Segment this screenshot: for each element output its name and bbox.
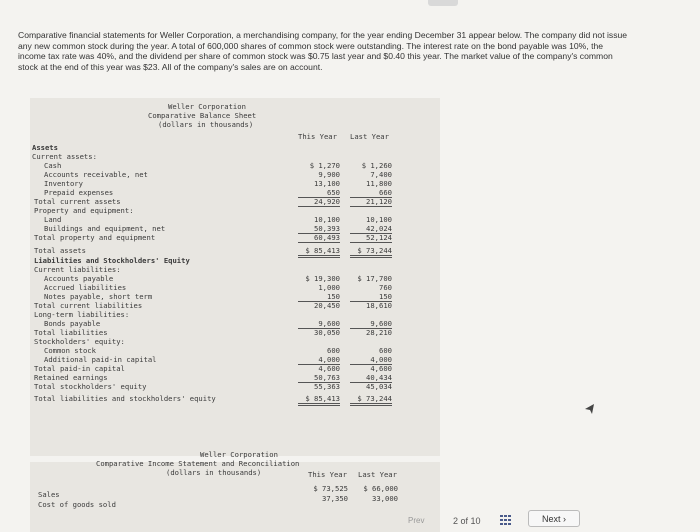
bs-col-last: Last Year bbox=[350, 132, 389, 141]
bs-row-label: Inventory bbox=[44, 179, 83, 188]
bs-row-label: Total stockholders' equity bbox=[34, 382, 147, 391]
bs-this-year-value: 1,000 bbox=[318, 283, 340, 292]
chevron-right-icon: › bbox=[563, 514, 567, 524]
bs-this-year-value: 9,900 bbox=[318, 170, 340, 179]
bs-this-year-value: 20,450 bbox=[314, 301, 340, 310]
bs-this-year-value: 150 bbox=[298, 292, 340, 302]
bs-row-label: Prepaid expenses bbox=[44, 188, 114, 197]
mouse-cursor-icon bbox=[584, 402, 596, 416]
bs-row-label: Total paid-in capital bbox=[34, 364, 125, 373]
bs-this-year-value: $ 19,300 bbox=[305, 274, 340, 283]
is-units: (dollars in thousands) bbox=[166, 468, 262, 477]
bs-company: Weller Corporation bbox=[168, 102, 246, 111]
next-button[interactable] bbox=[528, 510, 580, 527]
bs-row-label: Cash bbox=[44, 161, 62, 170]
is-last-year-value: 33,000 bbox=[372, 494, 398, 503]
bs-last-year-value: 4,600 bbox=[370, 364, 392, 373]
bs-last-year-value: 10,100 bbox=[366, 215, 392, 224]
bs-this-year-value: 650 bbox=[298, 188, 340, 198]
bs-row-label: Long-term liabilities: bbox=[34, 310, 130, 319]
bs-this-year-value: 30,050 bbox=[314, 328, 340, 337]
is-col-this: This Year bbox=[308, 470, 347, 479]
top-bar bbox=[0, 0, 700, 14]
problem-intro: Comparative financial statements for Weller Corporation, a merchandising company, for the year ending December 31 appear below. The company did not issue any new common stock during the year. A total of 600,000 shares of common stock were outstanding. The interest rate on the bond payable was 10%, the income tax rate was 40%, and the dividend per share of common stock was $0.75 last year and $0.40 this year. The market value of the company's common stock at the end of this year was $23. All of the company's sales are on account. bbox=[18, 30, 628, 72]
bs-col-this: This Year bbox=[298, 132, 337, 141]
bs-last-year-value: $ 1,260 bbox=[361, 161, 392, 170]
bs-this-year-value: 4,600 bbox=[318, 364, 340, 373]
bs-row-label: Total current assets bbox=[34, 197, 121, 206]
assets-header: Assets bbox=[32, 143, 58, 152]
bs-row-label: Retained earnings bbox=[34, 373, 108, 382]
bs-row-label: Total assets bbox=[34, 246, 86, 255]
bs-last-year-value: $ 73,244 bbox=[350, 394, 392, 406]
bs-last-year-value: 7,400 bbox=[370, 170, 392, 179]
bs-this-year-value: 60,493 bbox=[298, 233, 340, 243]
bs-row-label: Common stock bbox=[44, 346, 96, 355]
bs-this-year-value: 50,763 bbox=[298, 373, 340, 383]
bs-row-label: Additional paid-in capital bbox=[44, 355, 157, 364]
is-row-label: Sales bbox=[38, 490, 60, 499]
bs-row-label: Accounts receivable, net bbox=[44, 170, 148, 179]
is-this-year-value: 37,350 bbox=[322, 494, 348, 503]
bs-row-label: Land bbox=[44, 215, 62, 224]
bs-row-label: Liabilities and Stockholders' Equity bbox=[34, 256, 190, 265]
bs-last-year-value: 150 bbox=[350, 292, 392, 302]
bs-last-year-value: 28,210 bbox=[366, 328, 392, 337]
bs-row-label: Total liabilities bbox=[34, 328, 108, 337]
bs-last-year-value: 9,600 bbox=[350, 319, 392, 329]
is-company: Weller Corporation bbox=[200, 450, 278, 459]
bs-title: Comparative Balance Sheet bbox=[148, 111, 257, 120]
bs-this-year-value: 55,363 bbox=[314, 382, 340, 391]
is-last-year-value: $ 66,000 bbox=[363, 484, 398, 493]
is-title: Comparative Income Statement and Reconciliation bbox=[96, 459, 300, 468]
bs-this-year-value: 24,920 bbox=[298, 197, 340, 207]
bs-this-year-value: 10,100 bbox=[314, 215, 340, 224]
bs-last-year-value: 21,120 bbox=[350, 197, 392, 207]
income-statement bbox=[30, 450, 440, 532]
bs-last-year-value: $ 17,700 bbox=[357, 274, 392, 283]
is-row-label: Cost of goods sold bbox=[38, 500, 116, 509]
bs-this-year-value: $ 85,413 bbox=[298, 246, 340, 258]
bs-last-year-value: 660 bbox=[350, 188, 392, 198]
bs-this-year-value: 9,600 bbox=[298, 319, 340, 329]
is-this-year-value: $ 73,525 bbox=[313, 484, 348, 493]
bs-last-year-value: $ 73,244 bbox=[350, 246, 392, 258]
bs-units: (dollars in thousands) bbox=[158, 120, 254, 129]
bs-row-label: Stockholders' equity: bbox=[34, 337, 125, 346]
bs-this-year-value: 600 bbox=[327, 346, 340, 355]
bs-row-label: Property and equipment: bbox=[34, 206, 134, 215]
prev-button[interactable]: Prev bbox=[408, 516, 425, 525]
bs-this-year-value: 13,100 bbox=[314, 179, 340, 188]
bs-last-year-value: 52,124 bbox=[350, 233, 392, 243]
bs-row-label: Total property and equipment bbox=[34, 233, 156, 242]
bs-this-year-value: $ 1,270 bbox=[309, 161, 340, 170]
bs-this-year-value: $ 85,413 bbox=[298, 394, 340, 406]
bs-row-label: Total liabilities and stockholders' equity bbox=[34, 394, 216, 403]
bs-last-year-value: 11,800 bbox=[366, 179, 392, 188]
next-label: Next bbox=[541, 514, 561, 524]
is-col-last: Last Year bbox=[358, 470, 397, 479]
current-assets-header: Current assets: bbox=[32, 152, 97, 161]
bs-last-year-value: 600 bbox=[379, 346, 392, 355]
top-tab[interactable] bbox=[428, 0, 458, 6]
bs-this-year-value: 50,393 bbox=[298, 224, 340, 234]
bs-row-label: Total current liabilities bbox=[34, 301, 143, 310]
page-indicator: 2 of 10 bbox=[453, 516, 481, 526]
bs-row-label: Current liabilities: bbox=[34, 265, 121, 274]
bs-last-year-value: 40,434 bbox=[350, 373, 392, 383]
balance-sheet bbox=[30, 98, 440, 456]
bs-row-label: Bonds payable bbox=[44, 319, 101, 328]
bs-last-year-value: 4,000 bbox=[350, 355, 392, 365]
bs-row-label: Accrued liabilities bbox=[44, 283, 127, 292]
bs-row-label: Buildings and equipment, net bbox=[44, 224, 166, 233]
bs-row-label: Notes payable, short term bbox=[44, 292, 153, 301]
bs-last-year-value: 760 bbox=[379, 283, 392, 292]
bs-last-year-value: 45,034 bbox=[366, 382, 392, 391]
bs-row-label: Accounts payable bbox=[44, 274, 114, 283]
bs-last-year-value: 18,610 bbox=[366, 301, 392, 310]
grid-icon[interactable] bbox=[500, 515, 512, 525]
bs-this-year-value: 4,000 bbox=[298, 355, 340, 365]
bs-last-year-value: 42,024 bbox=[350, 224, 392, 234]
